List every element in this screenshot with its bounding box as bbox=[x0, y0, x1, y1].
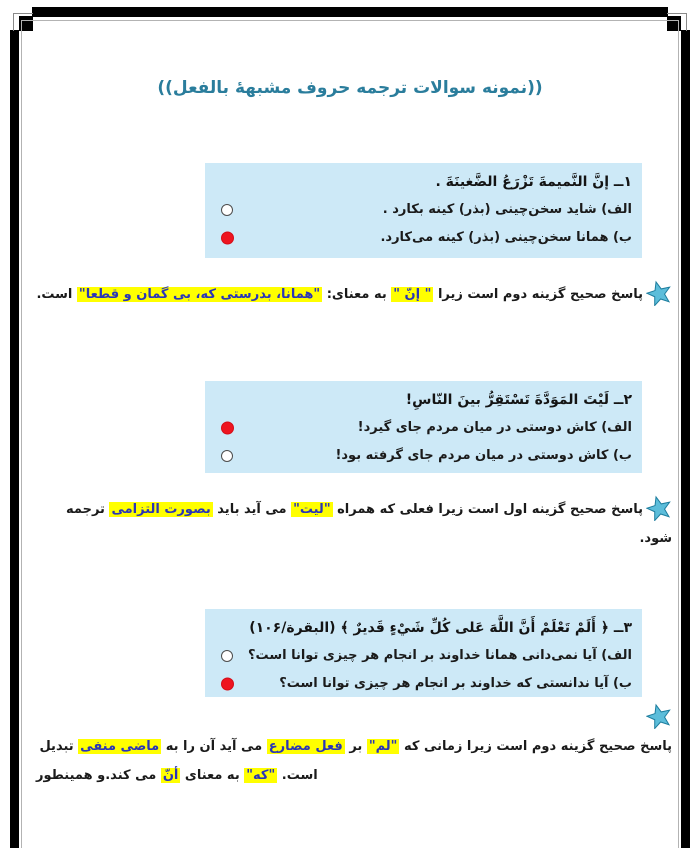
highlighted-term: فعل مضارع bbox=[268, 739, 343, 754]
option-label: الف) شاید سخن‌چینی (بذر) کینه بکارد . bbox=[382, 202, 632, 217]
option-label: الف) کاش دوستی در میان مردم جای گیرد! bbox=[357, 420, 632, 435]
radio-button[interactable] bbox=[221, 678, 234, 691]
frame-top-bar bbox=[32, 7, 668, 17]
answer-text bbox=[66, 502, 643, 517]
question-stem: ١ــ إنَّ النَّميمةَ تَزْرَعُ الضَّغينَةَ . bbox=[435, 174, 632, 190]
page-title: ((نمونه سوالات ترجمه حروف مشبهۀ بالفعل)) bbox=[157, 78, 543, 98]
answer-text bbox=[36, 287, 643, 302]
question-box-3 bbox=[205, 609, 642, 697]
text-segment: می آید باید bbox=[217, 502, 287, 517]
text-segment: تبدیل bbox=[39, 739, 74, 754]
text-segment: می کند.و همینطور bbox=[36, 768, 157, 783]
frame-left-bar bbox=[10, 30, 19, 848]
text-segment: به معنای: bbox=[326, 287, 387, 302]
question-box-2 bbox=[205, 381, 642, 473]
option-label: ب) آیا ندانستی که خداوند بر انجام هر چیزی توانا است؟ bbox=[279, 676, 632, 691]
highlighted-term: "لم" bbox=[368, 739, 398, 754]
text-segment: پاسخ صحیح گزینه اول است زیرا فعلی که همراه bbox=[337, 502, 643, 517]
frame-corner-hairline bbox=[13, 13, 14, 31]
option-label: ب) همانا سخن‌چینی (بذر) کینه می‌کارد. bbox=[380, 230, 632, 245]
radio-button[interactable] bbox=[221, 204, 233, 216]
highlighted-term: بصورت التزامی bbox=[111, 502, 211, 517]
option-label: الف) آیا نمی‌دانی همانا خداوند بر انجام هر چیزی توانا است؟ bbox=[248, 648, 632, 663]
text-segment: است. bbox=[281, 768, 318, 783]
frame-corner-hairline bbox=[667, 13, 687, 14]
option-row[interactable] bbox=[213, 642, 632, 670]
highlighted-term: "لیت" bbox=[293, 502, 331, 517]
option-label: ب) کاش دوستی در میان مردم جای گرفته بود! bbox=[335, 448, 632, 463]
radio-button[interactable] bbox=[221, 650, 233, 662]
text-segment: پاسخ صحیح گزینه دوم است زیرا bbox=[437, 287, 643, 302]
question-stem: ٣ــ ﴿ أَلَمْ تَعْلَمْ أَنَّ اللَّهَ عَلى كُلِّ شَيْءٍ قَديرٌ ﴾ (البقرة/۱۰۶) bbox=[249, 620, 632, 636]
text-segment: به معنای bbox=[184, 768, 240, 783]
star-icon bbox=[646, 495, 672, 521]
answer-explanation-1 bbox=[36, 280, 672, 309]
highlighted-term: "که" bbox=[246, 768, 276, 783]
radio-button[interactable] bbox=[221, 232, 234, 245]
radio-button[interactable] bbox=[221, 422, 234, 435]
text-segment: شود. bbox=[639, 531, 672, 546]
option-row[interactable] bbox=[213, 442, 632, 470]
option-row[interactable] bbox=[213, 670, 632, 698]
highlighted-term: "همانا، بدرستی که، بی گمان و قطعا" bbox=[78, 287, 321, 302]
text-segment: می آید آن را به bbox=[165, 739, 263, 754]
option-row[interactable] bbox=[213, 196, 632, 224]
answer-text bbox=[39, 739, 672, 754]
text-segment: بر bbox=[349, 739, 363, 754]
highlighted-term: " إنّ " bbox=[393, 287, 432, 302]
option-row[interactable] bbox=[213, 414, 632, 442]
frame-corner-hairline bbox=[686, 13, 687, 31]
answer-explanation-3 bbox=[36, 703, 672, 790]
question-box-1 bbox=[205, 163, 642, 258]
highlighted-term: أنّ bbox=[162, 768, 179, 783]
frame-corner-hairline bbox=[13, 13, 33, 14]
text-segment: است. bbox=[36, 287, 73, 302]
frame-right-bar bbox=[681, 30, 690, 848]
text-segment: پاسخ صحیح گزینه دوم است زیرا زمانی که bbox=[403, 739, 672, 754]
star-icon bbox=[646, 280, 672, 306]
question-stem: ٢ــ لَيْتَ المَوَدَّةَ تَسْتَقِرُّ بينَ النّاسِ! bbox=[405, 392, 632, 408]
answer-text bbox=[36, 524, 672, 553]
star-icon bbox=[646, 703, 672, 729]
text-segment: ترجمه bbox=[65, 502, 105, 517]
radio-button[interactable] bbox=[221, 450, 233, 462]
option-row[interactable] bbox=[213, 224, 632, 252]
answer-text bbox=[36, 761, 672, 790]
answer-explanation-2 bbox=[36, 495, 672, 553]
highlighted-term: ماضی منفی bbox=[80, 739, 160, 754]
